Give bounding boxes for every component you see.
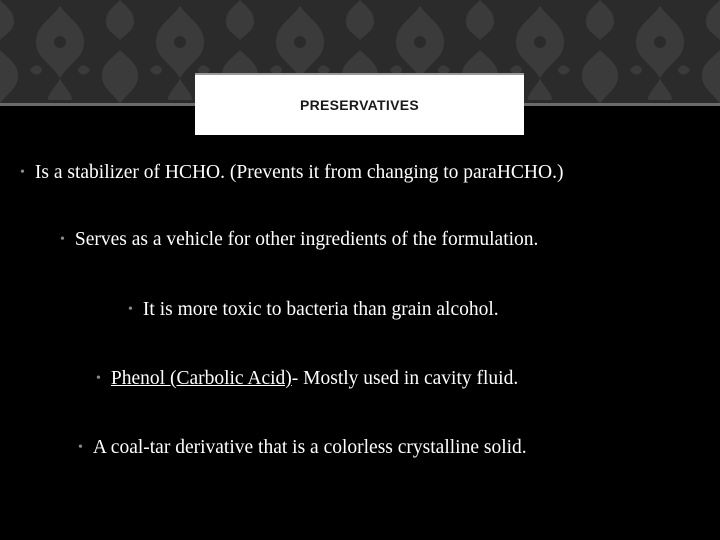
bullet-marker: • bbox=[78, 440, 83, 455]
bullet-text: Is a stabilizer of HCHO. (Prevents it from changing to paraHCHO.) bbox=[34, 162, 564, 183]
phenol-link[interactable]: Phenol (Carbolic Acid) bbox=[110, 368, 292, 389]
bullet-item bbox=[20, 161, 563, 187]
bullet-text: - Mostly used in cavity fluid. bbox=[291, 368, 519, 389]
bullet-marker: • bbox=[128, 302, 133, 317]
bullet-item bbox=[96, 367, 518, 393]
bullet-text: A coal-tar derivative that is a colorless crystalline solid. bbox=[92, 437, 527, 458]
bullet-item bbox=[128, 298, 499, 324]
bullet-marker: • bbox=[20, 165, 25, 180]
bullet-item bbox=[78, 436, 527, 462]
bullet-text: It is more toxic to bacteria than grain alcohol. bbox=[142, 299, 499, 320]
title-box bbox=[195, 73, 524, 135]
slide-title: PRESERVATIVES bbox=[299, 97, 420, 113]
bullet-text: Serves as a vehicle for other ingredients of the formulation. bbox=[74, 229, 539, 250]
bullet-marker: • bbox=[60, 232, 65, 247]
bullet-marker: • bbox=[96, 371, 101, 386]
bullet-item bbox=[60, 228, 538, 254]
